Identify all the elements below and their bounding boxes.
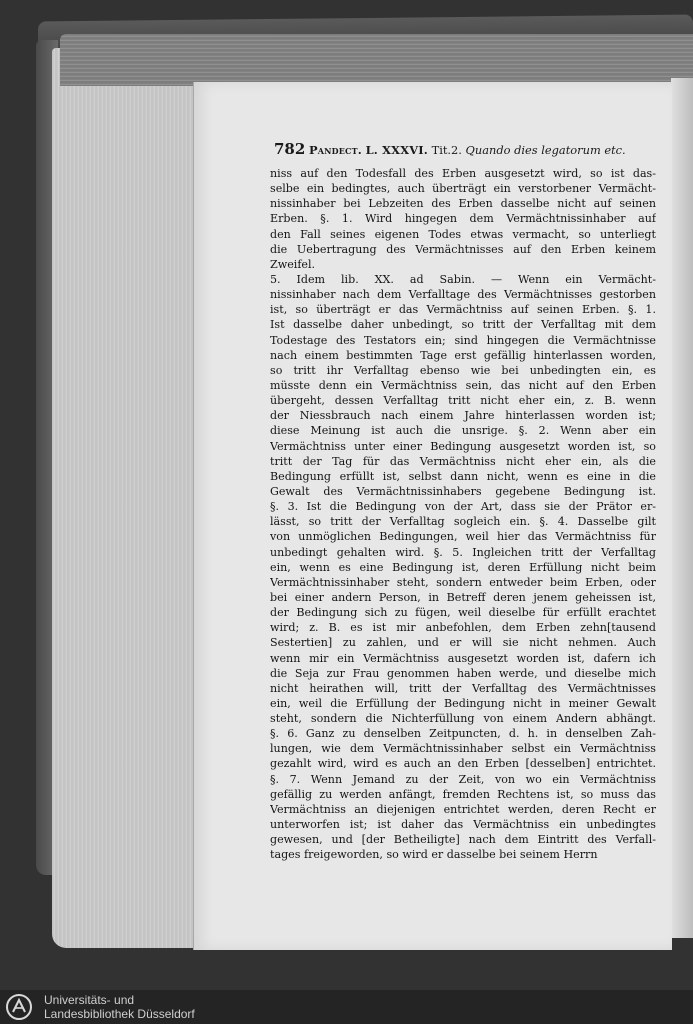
page-edge-right: [671, 78, 693, 938]
text-line: nicht heirathen will, tritt der Verfalltag des Vermächtnisses: [270, 681, 656, 695]
text-line: nissinhaber nach dem Verfalltage des Vermächtnisses gestorben: [270, 288, 656, 302]
text-line: wenn mir ein Vermächtniss ausgesetzt worden ist, dafern ich: [270, 651, 656, 665]
text-line: nach einem bestimmten Tage erst gefällig hinterlassen worden,: [270, 348, 656, 362]
header-title-number: 2.: [451, 143, 462, 157]
text-line: Vermächtniss an diejenigen entrichtet werden, deren Recht er: [270, 802, 656, 816]
text-line: so tritt ihr Verfalltag ebenso wie bei unbedingten ein, es: [270, 363, 656, 377]
text-line: Bedingung erfüllt ist, selbst dann nicht, wenn es eine in die: [270, 469, 656, 483]
text-line: die Uebertragung des Vermächtnisses auf den Erben keinem: [270, 242, 656, 256]
header-pandect: Pandect.: [308, 143, 362, 157]
library-name-line2: Landesbibliothek Düsseldorf: [44, 1007, 195, 1021]
text-line: tages freigeworden, so wird er dasselbe bei seinem Herrn: [270, 848, 598, 862]
text-line: steht, sondern die Nichterfüllung von einem Andern abhängt.: [270, 712, 656, 726]
text-line: Vermächtnissinhaber steht, sondern entweder beim Erben, oder: [270, 575, 656, 589]
text-line: tritt der Tag für das Vermächtniss nicht eher ein, als die: [270, 454, 656, 468]
text-line: lässt, so tritt der Verfalltag sogleich ein. §. 4. Dasselbe gilt: [270, 515, 656, 529]
text-line: Vermächtniss unter einer Bedingung ausgesetzt worden ist, so: [270, 439, 656, 453]
header-title-label: Tit.: [431, 143, 452, 157]
text-line: Todestage des Testators ein; sind hingegen die Vermächtnisse: [270, 333, 656, 347]
text-line: nissinhaber bei Lebzeiten des Erben dasselbe nicht auf seinen: [270, 197, 656, 211]
page-number: 782: [274, 140, 306, 158]
text-line: Sestertien] zu zahlen, und er will sie nicht nehmen. Auch: [270, 636, 656, 650]
header-title-italic: Quando dies legatorum etc.: [465, 143, 626, 157]
ulb-logo-icon: [4, 993, 34, 1021]
text-line: ein, weil die Erfüllung der Bedingung nicht in meiner Gewalt: [270, 696, 656, 710]
text-line: §. 3. Ist die Bedingung von der Art, dass sie der Prätor er-: [270, 500, 656, 514]
library-footer: [0, 990, 693, 1024]
text-line: diese Meinung ist auch die unsrige. §. 2. Wenn aber ein: [270, 424, 656, 438]
library-name-line1: Universitäts- und: [44, 993, 135, 1007]
header-book: L. XXXVI.: [365, 143, 428, 157]
body-text: [270, 166, 656, 862]
text-line: §. 6. Ganz zu denselben Zeitpuncten, d. h. in denselben Zah-: [270, 727, 656, 741]
text-line: niss auf den Todesfall des Erben ausgesetzt wird, so ist das-: [270, 167, 656, 180]
library-name: [44, 993, 195, 1021]
text-line: der Niessbrauch nach einem Jahre hinterlassen worden ist;: [270, 409, 656, 423]
text-line: §. 7. Wenn Jemand zu der Zeit, von wo ein Vermächtniss: [270, 772, 656, 786]
text-line: gefällig zu werden anfängt, fremden Rechtens ist, so muss das: [270, 787, 656, 801]
text-line: müsste denn ein Vermächtniss sein, das nicht auf den Erben: [270, 378, 656, 392]
text-line: unterworfen ist; ist daher das Vermächtniss ein unbedingtes: [270, 818, 656, 832]
text-line: lungen, wie dem Vermächtnissinhaber selbst ein Vermächtniss: [270, 742, 656, 756]
text-line: bei einer andern Person, in Betreff deren jenem geheissen ist,: [270, 590, 656, 604]
text-line: Gewalt des Vermächtnissinhabers gegebene Bedingung ist.: [270, 484, 656, 498]
text-line: ist, so überträgt er das Vermächtniss auf seinen Erben. §. 1.: [270, 303, 656, 317]
text-line: die Seja zur Frau genommen haben werde, und dieselbe mich: [270, 666, 656, 680]
text-line: übergeht, dessen Verfalltag tritt nicht eher ein, z. B. wenn: [270, 394, 656, 408]
page-edges-top: [60, 34, 693, 86]
text-line: Erben. §. 1. Wird hingegen dem Vermächtnissinhaber auf: [270, 212, 656, 226]
text-line: ein, wenn es eine Bedingung ist, deren Erfüllung nicht beim: [270, 560, 656, 574]
text-line: der Bedingung sich zu fügen, weil dieselbe für erfüllt erachtet: [270, 606, 656, 620]
text-line: gewesen, und [der Betheiligte] nach dem Eintritt des Verfall-: [270, 833, 656, 847]
text-line: unbedingt gehalten wird. §. 5. Ingleichen tritt der Verfalltag: [270, 545, 656, 559]
text-line: Zweifel.: [270, 257, 316, 271]
text-line: von unmöglichen Bedingungen, weil hier das Vermächtniss für: [270, 530, 656, 544]
text-line: den Fall seines eigenen Todes etwas vermacht, so unterliegt: [270, 227, 656, 241]
text-line: wird; z. B. es ist mir anbefohlen, dem Erben zehn[tausend: [270, 621, 656, 635]
running-header: [274, 140, 656, 158]
text-line: 5. Idem lib. XX. ad Sabin. — Wenn ein Vermächt-: [270, 272, 656, 286]
text-line: gezahlt wird, wird es auch an den Erben [desselben] entrichtet.: [270, 757, 656, 771]
text-line: selbe ein bedingtes, auch überträgt ein verstorbener Vermächt-: [270, 182, 656, 196]
text-line: Ist dasselbe daher unbedingt, so tritt der Verfalltag mit dem: [270, 318, 656, 332]
page-stack-left: [52, 48, 202, 948]
